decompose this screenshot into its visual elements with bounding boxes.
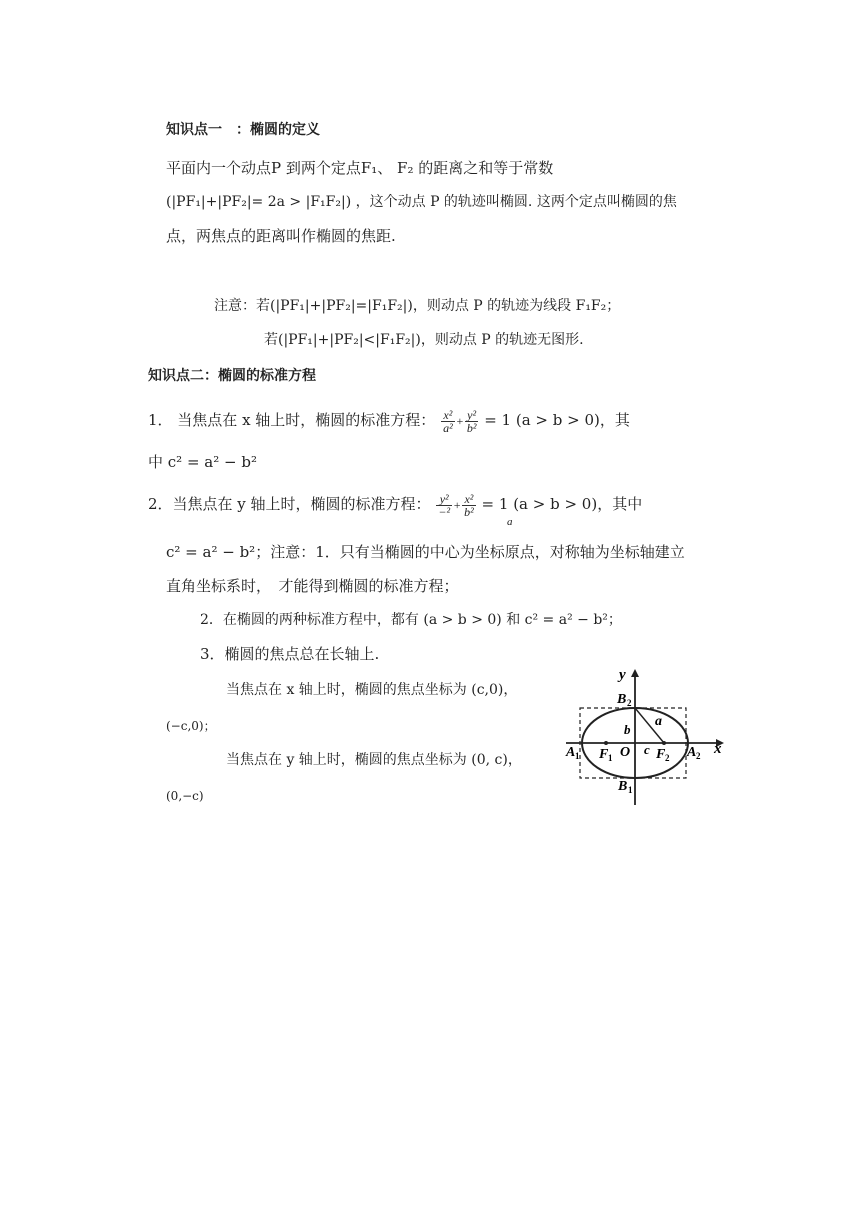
item2-prefix: 2．当焦点在 y 轴上时，椭圆的标准方程： [148, 495, 431, 513]
item2-equation-line [148, 488, 642, 520]
item1-prefix: 1． 当焦点在 x 轴上时，椭圆的标准方程： [148, 411, 436, 429]
label-b2-sub: 2 [627, 698, 632, 708]
note-line-1: 注意：若(|PF₁|+|PF₂|=|F₁F₂|)，则动点 P 的轨迹为线段 F₁F₂； [214, 298, 621, 314]
label-f2-sub: 2 [665, 753, 670, 763]
item2-note-item-2: 2．在椭圆的两种标准方程中，都有 (a > b > 0) 和 c² = a² − b²； [200, 612, 622, 628]
item1-fraction-2 [465, 409, 479, 434]
label-origin: O [620, 745, 631, 760]
y-axis-arrow [631, 669, 639, 677]
label-b1-sub: 1 [628, 785, 633, 795]
frac-numerator: y² [465, 409, 479, 422]
item2-suffix: = 1 (a > b > 0)，其中 [481, 495, 643, 513]
label-a1-sub: 1 [575, 751, 580, 761]
focus-y-continuation: (0,−c) [166, 789, 204, 803]
point-f2 [662, 741, 666, 745]
item2-fraction-2 [462, 493, 476, 518]
label-b2: B [617, 692, 627, 707]
item2-note-line-2: 直角坐标系时， 才能得到椭圆的标准方程； [166, 577, 459, 595]
label-y: y [619, 667, 626, 683]
ellipse-diagram [550, 665, 740, 815]
label-a: a [655, 714, 662, 729]
focus-x-continuation: (−c,0)； [166, 719, 216, 733]
frac-denominator: a² [443, 420, 453, 435]
item1-fraction-1 [441, 409, 455, 434]
item2-fraction-1 [436, 493, 452, 518]
frac-numerator: y² [436, 493, 452, 506]
item1-equation-line [148, 404, 630, 436]
frac-denominator: b² [464, 504, 474, 519]
note-line-2: 若(|PF₁|+|PF₂|<|F₁F₂|)，则动点 P 的轨迹无图形. [264, 332, 584, 348]
label-a2: A [687, 745, 697, 760]
label-f1-sub: 1 [608, 753, 613, 763]
plus-sign: + [455, 414, 464, 428]
focus-y-line: 当焦点在 y 轴上时，椭圆的焦点坐标为 (0, c)， [226, 752, 522, 768]
label-a2-sub: 2 [696, 751, 701, 761]
frac-numerator: x² [441, 409, 455, 422]
item1-continuation: 中 c² = a² − b² [148, 453, 257, 471]
item1-suffix: = 1 (a > b > 0)，其 [484, 411, 630, 429]
label-f1: F [599, 747, 609, 762]
frac-denominator: −² [438, 504, 451, 519]
section2-heading: 知识点二：椭圆的标准方程 [148, 368, 316, 384]
frac-denominator: b² [466, 420, 477, 435]
section1-heading: 知识点一 ：椭圆的定义 [166, 122, 320, 138]
point-f1 [604, 741, 608, 745]
label-b1: B [618, 779, 628, 794]
item2-note-line-1: c² = a² − b²；注意：1．只有当椭圆的中心为坐标原点，对称轴为坐标轴建立 [166, 543, 685, 561]
definition-line-3: 点，两焦点的距离叫作椭圆的焦距. [166, 227, 396, 245]
label-c: c [644, 742, 650, 757]
definition-line-2: (|PF₁|+|PF₂|= 2a > |F₁F₂|) ，这个动点 P 的轨迹叫椭圆. 这两个定点叫椭圆的焦 [166, 194, 677, 210]
definition-line-1: 平面内一个动点P 到两个定点F₁、 F₂ 的距离之和等于常数 [166, 159, 554, 177]
label-b: b [624, 722, 631, 737]
plus-sign: + [453, 498, 462, 512]
item2-sub-a: a [507, 516, 513, 528]
label-f2: F [656, 747, 666, 762]
label-x: x [714, 741, 722, 757]
item2-note-item-3: 3．椭圆的焦点总在长轴上. [200, 645, 380, 663]
frac-numerator: x² [462, 493, 476, 506]
label-a1: A [566, 745, 576, 760]
focus-x-line: 当焦点在 x 轴上时，椭圆的焦点坐标为 (c,0)， [226, 682, 518, 698]
